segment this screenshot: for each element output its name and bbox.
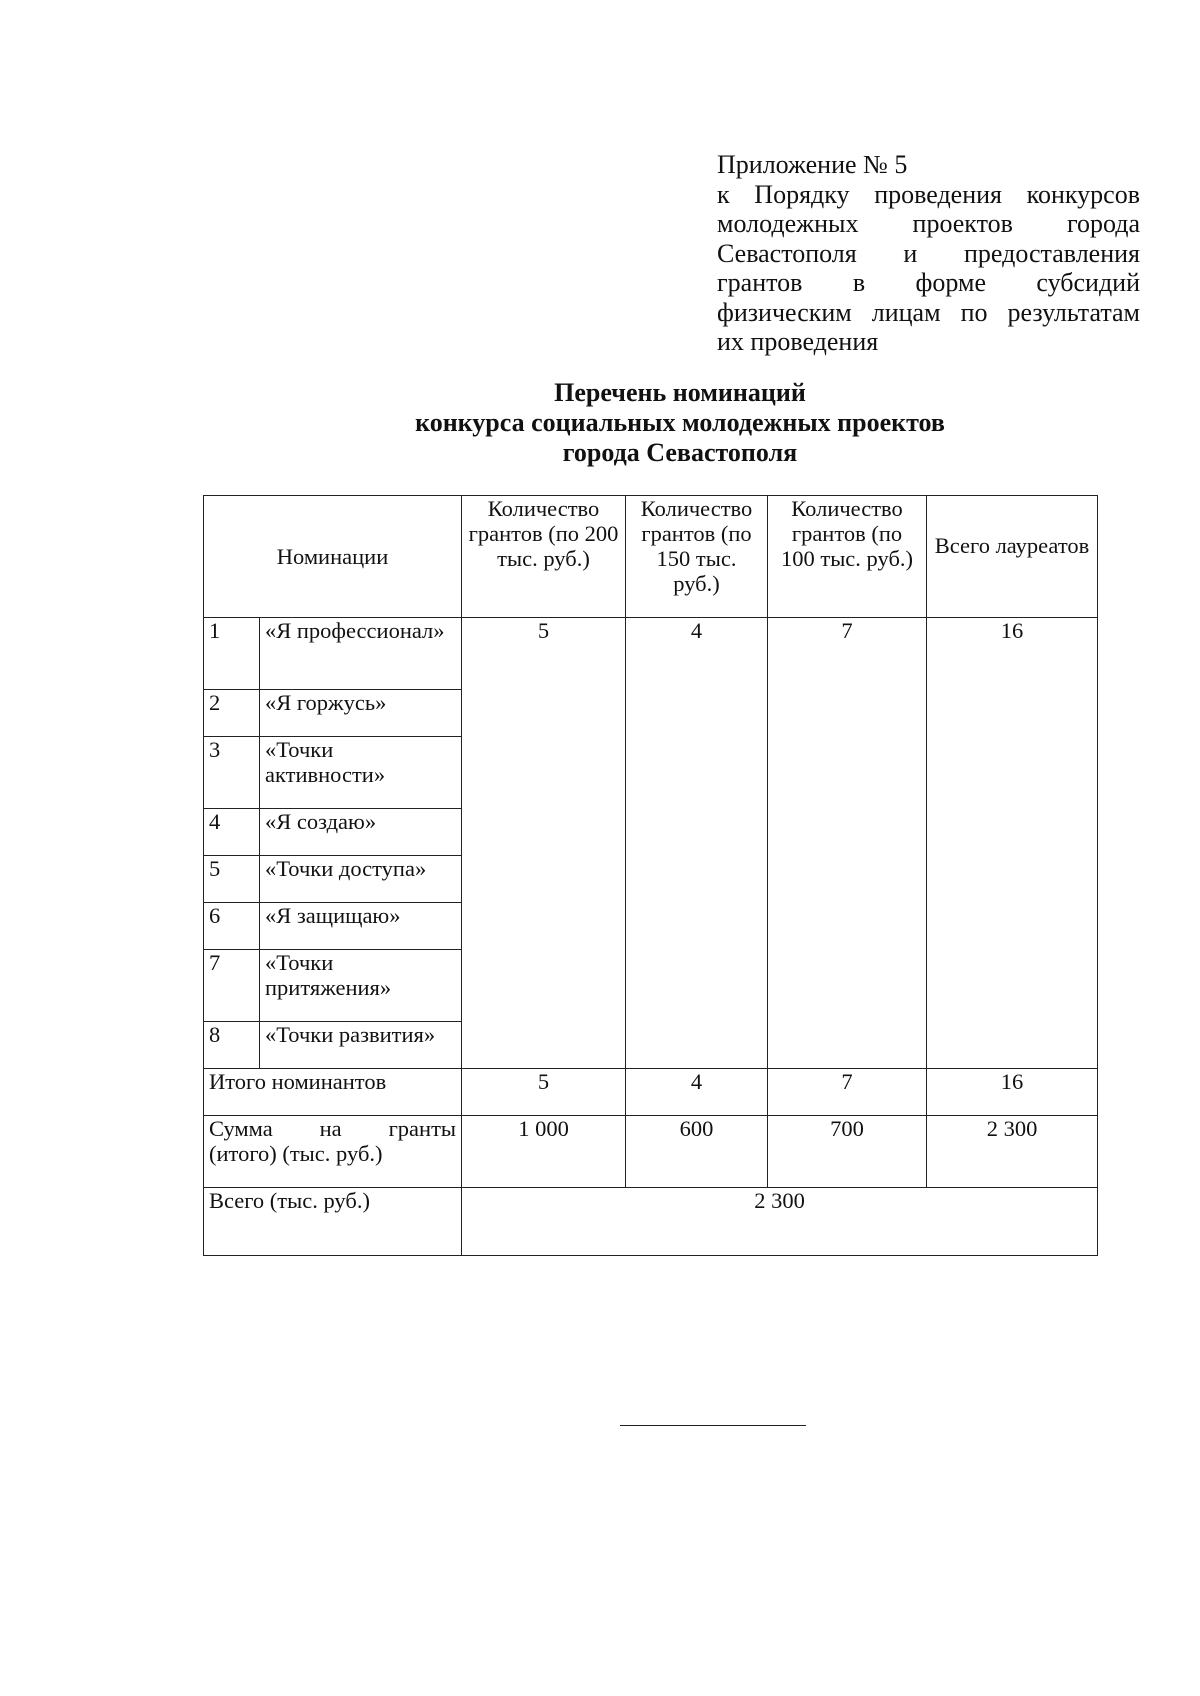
row-number: 2 (204, 690, 260, 737)
appendix-line: Севастополя и предоставления (717, 238, 1140, 268)
title-line: Перечень номинаций (554, 378, 806, 407)
sum-word: гранты (388, 1116, 457, 1141)
row-nomination: «Точки активности» (260, 737, 462, 809)
appendix-line: к Порядку проведения конкурсов (717, 179, 1140, 209)
sum-grants-100: 700 (768, 1116, 927, 1188)
row-nomination: «Точки развития» (260, 1022, 462, 1069)
total-nominees-200: 5 (462, 1069, 626, 1116)
row-number: 3 (204, 737, 260, 809)
appendix-line: физическим лицам по результатам (717, 297, 1140, 327)
row-nomination: «Я создаю» (260, 809, 462, 856)
grand-total-value: 2 300 (462, 1188, 1098, 1256)
row-nomination: «Я горжусь» (260, 690, 462, 737)
sum-word: Сумма (209, 1116, 273, 1141)
appendix-line: грантов в форме субсидий (717, 268, 1140, 297)
total-nominees-total: 16 (927, 1069, 1098, 1116)
signature-line (620, 1425, 806, 1426)
sum-word: на (319, 1116, 342, 1141)
header-nominations: Номинации (204, 496, 462, 618)
merged-grants-200: 5 (462, 618, 626, 1069)
table-header-row (204, 496, 1098, 618)
title-line: города Севастополя (562, 438, 798, 467)
header-total-laureates: Всего лауреатов (927, 496, 1098, 618)
document-title (340, 378, 1020, 468)
header-grants-150: Количество грантов (по 150 тыс. руб.) (626, 496, 768, 618)
header-grants-100: Количество грантов (по 100 тыс. руб.) (768, 496, 927, 618)
total-nominees-label: Итого номинантов (204, 1069, 462, 1116)
total-nominees-100: 7 (768, 1069, 927, 1116)
row-number: 1 (204, 618, 260, 690)
nominations-table (203, 495, 1098, 1256)
total-nominees-150: 4 (626, 1069, 768, 1116)
sum-grants-200: 1 000 (462, 1116, 626, 1188)
merged-grants-150: 4 (626, 618, 768, 1069)
row-nomination: «Точки доступа» (260, 856, 462, 903)
row-nomination: «Точки притяжения» (260, 950, 462, 1022)
row-nomination: «Я профессионал» (260, 618, 462, 690)
merged-grants-100: 7 (768, 618, 927, 1069)
appendix-header (717, 150, 1140, 357)
sum-grants-row (204, 1116, 1098, 1188)
sum-grants-total: 2 300 (927, 1116, 1098, 1188)
sum-grants-label-line1 (209, 1116, 456, 1141)
appendix-number: Приложение № 5 (717, 150, 908, 179)
sum-grants-150: 600 (626, 1116, 768, 1188)
table-row (204, 618, 1098, 690)
sum-grants-label-line2: (итого) (тыс. руб.) (209, 1141, 383, 1166)
row-number: 4 (204, 809, 260, 856)
row-number: 7 (204, 950, 260, 1022)
row-number: 6 (204, 903, 260, 950)
grand-total-label: Всего (тыс. руб.) (204, 1188, 462, 1256)
title-line: конкурса социальных молодежных проектов (415, 408, 945, 437)
header-grants-200: Количество грантов (по 200 тыс. руб.) (462, 496, 626, 618)
row-number: 8 (204, 1022, 260, 1069)
appendix-line: их проведения (717, 327, 879, 356)
row-nomination: «Я защищаю» (260, 903, 462, 950)
grand-total-row (204, 1188, 1098, 1256)
appendix-line: молодежных проектов города (717, 209, 1140, 238)
row-number: 5 (204, 856, 260, 903)
sum-grants-label (204, 1116, 462, 1188)
merged-total: 16 (927, 618, 1098, 1069)
total-nominees-row (204, 1069, 1098, 1116)
